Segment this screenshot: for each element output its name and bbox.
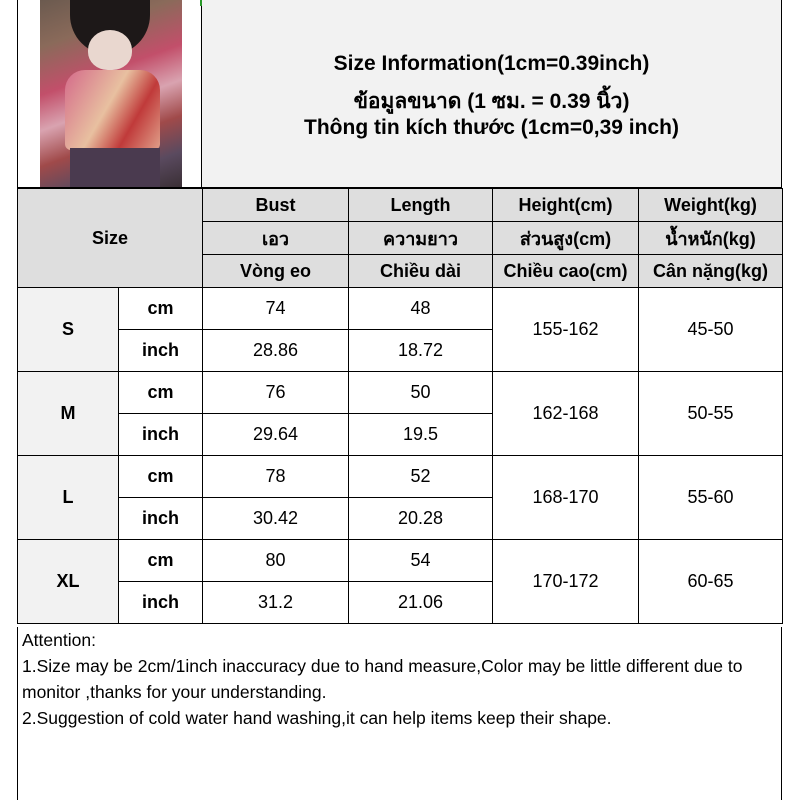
height-range: 170-172 (493, 540, 639, 624)
table-row (18, 540, 783, 582)
size-column-title: Size (18, 189, 203, 288)
col-header-bust-en: Bust (203, 189, 349, 222)
attention-notes (17, 627, 782, 800)
col-header-height-th: ส่วนสูง(cm) (493, 222, 639, 255)
unit-label-inch: inch (119, 414, 203, 456)
col-header-weight-en: Weight(kg) (639, 189, 783, 222)
length-inch-value: 19.5 (349, 414, 493, 456)
unit-label-cm: cm (119, 372, 203, 414)
product-photo (17, 0, 202, 188)
table-row (18, 456, 783, 498)
bust-inch-value: 31.2 (203, 582, 349, 624)
height-range: 168-170 (493, 456, 639, 540)
header-title-th: ข้อมูลขนาด (1 ซม. = 0.39 นิ้ว) (353, 90, 630, 113)
size-info-header (202, 0, 782, 188)
height-range: 155-162 (493, 288, 639, 372)
bust-inch-value: 29.64 (203, 414, 349, 456)
weight-range: 55-60 (639, 456, 783, 540)
table-header-row-en (18, 189, 783, 222)
attention-title: Attention: (22, 630, 96, 650)
col-header-height-en: Height(cm) (493, 189, 639, 222)
bust-cm-value: 74 (203, 288, 349, 330)
bust-cm-value: 76 (203, 372, 349, 414)
weight-range: 50-55 (639, 372, 783, 456)
length-cm-value: 48 (349, 288, 493, 330)
size-table (17, 188, 783, 624)
col-header-bust-th: เอว (203, 222, 349, 255)
col-header-weight-th: น้ำหนัก(kg) (639, 222, 783, 255)
size-label: L (18, 456, 119, 540)
header-title-en: Size Information(1cm=0.39inch) (333, 52, 650, 75)
attention-note-1: 1.Size may be 2cm/1inch inaccuracy due to hand measure,Color may be little different due to monitor ,thanks for your understanding. (22, 656, 743, 702)
unit-label-cm: cm (119, 288, 203, 330)
table-row (18, 288, 783, 330)
col-header-height-vi: Chiều cao(cm) (493, 255, 639, 288)
model-photo-image (40, 0, 182, 187)
weight-range: 60-65 (639, 540, 783, 624)
bust-cm-value: 78 (203, 456, 349, 498)
height-range: 162-168 (493, 372, 639, 456)
weight-range: 45-50 (639, 288, 783, 372)
col-header-length-vi: Chiều dài (349, 255, 493, 288)
bust-cm-value: 80 (203, 540, 349, 582)
unit-label-inch: inch (119, 498, 203, 540)
unit-label-inch: inch (119, 330, 203, 372)
size-label: M (18, 372, 119, 456)
size-label: S (18, 288, 119, 372)
unit-label-cm: cm (119, 456, 203, 498)
header-title-vi: Thông tin kích thước (1cm=0,39 inch) (304, 116, 679, 139)
attention-note-2: 2.Suggestion of cold water hand washing,it can help items keep their shape. (22, 708, 612, 728)
col-header-weight-vi: Cân nặng(kg) (639, 255, 783, 288)
length-inch-value: 20.28 (349, 498, 493, 540)
col-header-bust-vi: Vòng eo (203, 255, 349, 288)
length-inch-value: 21.06 (349, 582, 493, 624)
length-cm-value: 54 (349, 540, 493, 582)
table-row (18, 372, 783, 414)
bust-inch-value: 28.86 (203, 330, 349, 372)
col-header-length-th: ความยาว (349, 222, 493, 255)
col-header-length-en: Length (349, 189, 493, 222)
length-cm-value: 50 (349, 372, 493, 414)
size-label: XL (18, 540, 119, 624)
length-cm-value: 52 (349, 456, 493, 498)
length-inch-value: 18.72 (349, 330, 493, 372)
unit-label-cm: cm (119, 540, 203, 582)
bust-inch-value: 30.42 (203, 498, 349, 540)
unit-label-inch: inch (119, 582, 203, 624)
